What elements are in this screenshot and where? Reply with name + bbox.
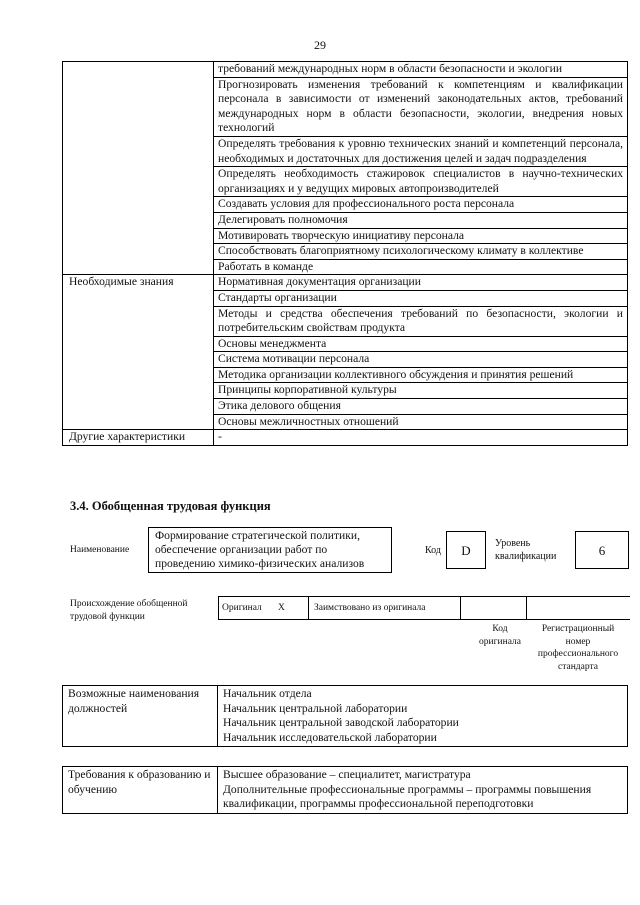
positions-label: Возможные наименования должностей [63,686,218,747]
skill-item: Определять необходимость стажировок специалистов в научно-технических организациях и у ведущих мировых автопроизводителей [214,167,628,197]
table-row [63,767,628,814]
skill-item: Работать в команде [214,259,628,275]
registration-number-label [528,623,628,673]
qualification-level-label [495,537,556,563]
skill-item: Создавать условия для профессионального роста персонала [214,197,628,213]
table-row [63,430,628,446]
code-original-line: Код [492,624,508,634]
knowledge-item: Этика делового общения [214,399,628,415]
level-label-line: Уровень [495,538,531,549]
positions-table [62,685,628,747]
knowledge-item: Система мотивации персонала [214,352,628,368]
skills-knowledge-table [62,61,628,446]
code-original-line: оригинала [479,636,521,647]
education-list [218,767,628,814]
divider [308,597,309,619]
origin-label-line: трудовой функции [70,611,145,622]
original-label: Оригинал [222,603,262,613]
divider [460,597,461,619]
education-table [62,766,628,814]
position-item: Начальник исследовательской лаборатории [223,730,437,744]
skill-item: Делегировать полномочия [214,212,628,228]
skill-item: Способствовать благоприятному психологическому климату в коллективе [214,244,628,260]
skill-item: требований международных норм в области безопасности и экологии [214,62,628,78]
table-row [63,275,628,291]
name-label: Наименование [70,545,130,555]
reg-number-line: стандарта [558,661,598,672]
divider [218,597,219,619]
knowledge-item: Методика организации коллективного обсуждения и принятия решений [214,367,628,383]
skill-item: Мотивировать творческую инициативу персонала [214,228,628,244]
knowledge-item: Нормативная документация организации [214,275,628,291]
skill-item: Прогнозировать изменения требований к компетенциям и квалификации персонала в зависимости от изменений законодательных актов, требований международных норм в области безопасности, экологии, внедрения новых технологий [214,77,628,136]
reg-number-line: Регистрационный [541,624,615,634]
education-item: Высшее образование – специалитет, магистратура [223,768,471,781]
table-row [63,62,628,78]
position-item: Начальник центральной заводской лаборатории [223,716,459,730]
origin-label-line: Происхождение обобщенной [70,599,188,609]
page-number: 29 [314,38,326,52]
function-name-box: Формирование стратегической политики, обеспечение организации работ по проведению химико-физических анализов [148,527,392,573]
knowledge-item: Методы и средства обеспечения требований по безопасности, экологии и потребительским свойствам продукта [214,306,628,336]
other-characteristics-label: Другие характеристики [63,430,214,446]
knowledge-label: Необходимые знания [63,275,214,430]
knowledge-item: Основы менеджмента [214,336,628,352]
qualification-level-box: 6 [575,531,629,569]
code-label: Код [425,545,441,556]
education-item: Дополнительные профессиональные программы – программы повышения квалификации, программы профессиональной переподготовки [223,782,592,811]
position-item: Начальник отдела [223,687,312,700]
knowledge-item: Принципы корпоративной культуры [214,383,628,399]
knowledge-item: Стандарты организации [214,290,628,306]
other-characteristics-value: - [214,430,628,446]
code-value-box: D [446,531,486,569]
positions-list [218,686,628,747]
section-title: 3.4. Обобщенная трудовая функция [70,499,271,513]
origin-label [70,598,188,623]
divider [526,597,527,619]
position-item: Начальник центральной лаборатории [223,701,408,715]
borrowed-label: Заимствовано из оригинала [314,603,426,613]
skill-item: Определять требования к уровню технических знаний и компетенций персонала, необходимых и достаточных для достижения целей и задач подразделения [214,136,628,166]
reg-number-line: профессионального [537,649,619,659]
origin-row [218,596,630,620]
reg-number-line: номер [565,636,591,647]
skills-label-cell [63,62,214,275]
table-row [63,686,628,747]
level-label-line: квалификации [495,551,557,562]
knowledge-item: Основы межличностных отношений [214,414,628,430]
original-mark: X [278,603,285,613]
education-label: Требования к образованию и обучению [63,767,218,814]
